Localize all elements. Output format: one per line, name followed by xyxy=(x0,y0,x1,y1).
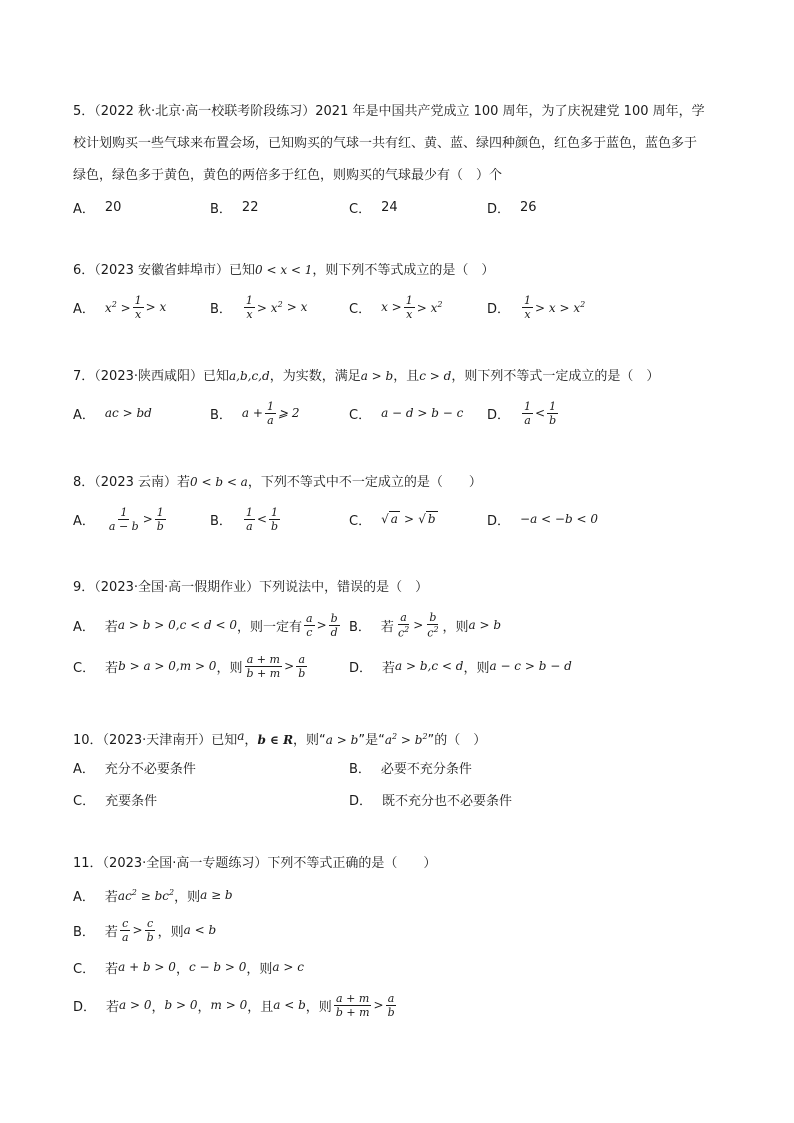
question-5-options xyxy=(73,192,733,222)
question-11-option-d xyxy=(73,990,733,1020)
question-7-stem: 7．（2023·陕西咸阳）已知a,b,c,d，为实数，满足a > b，且c > d，则下列不等式一定成立的是（ ） xyxy=(73,369,660,384)
question-10-options-row-1 xyxy=(73,752,733,782)
question-6-stem: 6．（2023 安徽省蚌埠市）已知0 < x < 1，则下列不等式成立的是（ ） xyxy=(73,263,495,278)
question-6-option-b: B． $\frac{1}{x}$ > $x^2$ > x xyxy=(210,293,308,321)
question-11-option-c-content: C． 若 a + b > 0 ， c − b > 0 ，则 a > c xyxy=(73,960,304,977)
question-8-option-c: C． √ a > √ b xyxy=(349,512,436,529)
question-9-options-row-1 xyxy=(73,610,733,640)
question-5-option-b: B． 22 xyxy=(210,199,259,217)
question-7-option-b: B． a + $\frac{1}{a}$ ⩾ 2 xyxy=(210,399,300,427)
question-11-option-b-content: B． 若 $\frac{c}{a}$ > $\frac{c}{b}$ ，则 a < b xyxy=(73,916,217,944)
question-6-option-d: D． $\frac{1}{x}$ > $x > x^2$ xyxy=(487,293,586,321)
question-5-option-a: A． 20 xyxy=(73,199,122,217)
question-10-stem: 10．（2023·天津南开）已知a，b ∈ R，则“a > b”是“$a^2 > b^2$”的（ ） xyxy=(73,729,487,748)
question-9-option-d: D． 若 a > b,c < d ，则 a − c > b − d xyxy=(349,659,572,676)
question-5-option-c: C． 24 xyxy=(349,199,398,217)
question-7-option-a: A． ac > bd xyxy=(73,406,152,423)
question-5-line-2: 校计划购买一些气球来布置会场，已知购买的气球一共有红、黄、蓝、绿四种颜色，红色多于蓝色，蓝色多于 xyxy=(73,136,698,151)
question-7-option-c: C． a − d > b − c xyxy=(349,406,464,423)
question-8-option-b: B． $\frac{1}{a}$ < $\frac{1}{b}$ xyxy=(210,505,279,533)
question-9-option-c: C． 若 b > a > 0,m > 0 ，则 $\frac{a + m}{b + m}$ > $\frac{a}{b}$ xyxy=(73,652,306,680)
question-11-option-d-content: D． 若 a > 0 ， b > 0 ， m > 0 ，且 a < b ，则 $\frac{a + m}{b + m}$ > $\frac{a}{b}$ xyxy=(73,991,395,1019)
question-11-option-b xyxy=(73,915,733,945)
question-8-stem: 8．（2023 云南）若0 < b < a，下列不等式中不一定成立的是（ ） xyxy=(73,475,482,490)
question-11-option-a xyxy=(73,880,733,910)
question-10-option-b: B． 必要不充分条件 xyxy=(349,761,472,777)
question-8-options xyxy=(73,504,733,534)
question-6-options xyxy=(73,292,733,322)
question-5-line-3: 绿色，绿色多于黄色，黄色的两倍多于红色，则购买的气球最少有（ ）个 xyxy=(73,168,503,183)
question-10-options-row-2 xyxy=(73,784,733,814)
question-8-option-a: A． $\frac{1}{a - b}$ > $\frac{1}{b}$ xyxy=(73,505,164,533)
question-10-option-d: D． 既不充分也不必要条件 xyxy=(349,793,513,809)
question-11-stem: 11．（2023·全国·高一专题练习）下列不等式正确的是（ ） xyxy=(73,856,437,871)
question-11-option-c xyxy=(73,952,733,982)
question-5-line-1: 5．（2022 秋·北京·高一校联考阶段练习）2021 年是中国共产党成立 100 周年，为了庆祝建党 100 周年，学 xyxy=(73,104,705,119)
question-9-option-a: A． 若 a > b > 0,c < d < 0 ，则一定有 $\frac{a}{c}$ > $\frac{b}{d}$ xyxy=(73,611,338,639)
question-6-option-c: C． x > $\frac{1}{x}$ > $x^2$ xyxy=(349,293,443,321)
question-10-option-c: C． 充要条件 xyxy=(73,793,158,809)
question-9-options-row-2 xyxy=(73,651,733,681)
question-8-option-d: D． −a < −b < 0 xyxy=(487,512,598,529)
question-10-option-a: A． 充分不必要条件 xyxy=(73,761,196,777)
question-6-option-a: A． $x^2$ > $\frac{1}{x}$ > x xyxy=(73,293,167,321)
question-9-option-b: B． 若 $\frac{a}{c^2}$ > $\frac{b}{c^2}$ ，则 a > b xyxy=(349,610,502,640)
question-9-stem: 9．（2023·全国·高一假期作业）下列说法中，错误的是（ ） xyxy=(73,580,429,595)
question-5-option-d: D． 26 xyxy=(487,199,537,217)
question-7-option-d: D． $\frac{1}{a}$ < $\frac{1}{b}$ xyxy=(487,399,557,427)
question-7-options xyxy=(73,398,733,428)
question-11-option-a-content: A． 若 $ac^2 \ge bc^2$ ，则 a ≥ b xyxy=(73,887,233,905)
question-5 xyxy=(73,96,733,192)
